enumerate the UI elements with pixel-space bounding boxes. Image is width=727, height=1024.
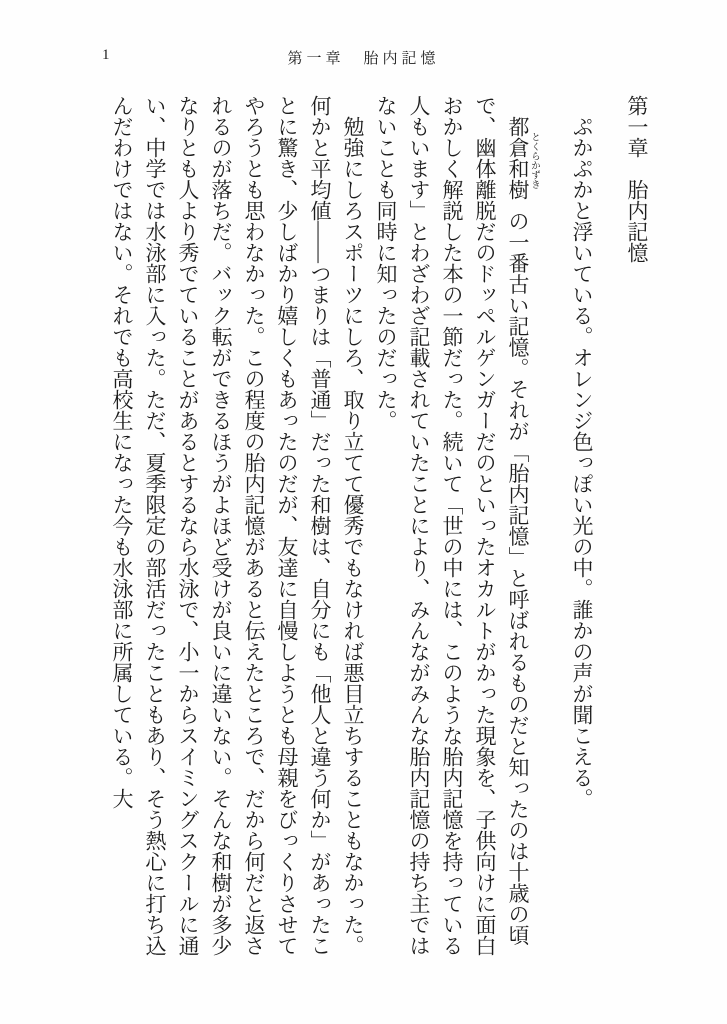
paragraph-2 [369, 95, 539, 959]
paragraph-1-text: ぷかぷかと浮いている。オレンジ色っぽい光の中。誰かの声が聞こえる。 [570, 116, 594, 809]
chapter-title: 第一章 胎内記憶 [625, 95, 649, 263]
page-number: 1 [102, 47, 110, 63]
body-text [105, 95, 653, 959]
protagonist-name: 都倉和樹 [506, 116, 530, 200]
running-title: 第一章 胎内記憶 [287, 51, 440, 67]
protagonist-name-ruby [506, 116, 539, 211]
paragraph-2-text: の一番古い記憶。それが「胎内記憶」と呼ばれるものだと知ったのは十歳の頃で、幽体離脱だのドッペルゲンガーだのといったオカルトがかった現象を、子供向けに面白おかしく解説した本の一節だった。続いて「世の中には、このような胎内記憶を持っている人もいます」とわざわざ記載されていたことにより、みんながみんな胎内記憶の持ち主ではないことも同時に知ったのだった。 [374, 95, 530, 956]
paragraph-3-text: 勉強にしろスポーツにしろ、取り立てて優秀でもなければ悪目立ちすることもなかった。何かと平均値――つまりは「普通」だった和樹は、自分にも「他人と違う何か」があったことに驚き、少しばかり嬉しくもあったのだが、友達に自慢しようとも母親をびっくりさせてやろうとも思わなかった。この程度の胎内記憶があると伝えたところで、だから何だと返されるのが落ちだ。バック転ができるほうがよほど受けが良いに違いない。そんな和樹が多少なりとも人より秀でていることがあるとするなら水泳で、小一からスイミングスクールに通い、中学では水泳部に入った。ただ、夏季限定の部活だったこともあり、そう熱心に打ち込んだわけではない。それでも高校生になった今も水泳部に所属している。大 [110, 95, 365, 956]
paragraph-3 [105, 95, 369, 959]
page-header [0, 47, 727, 69]
protagonist-name-furigana: とくらかずき [529, 116, 539, 206]
paragraph-1 [565, 95, 598, 959]
